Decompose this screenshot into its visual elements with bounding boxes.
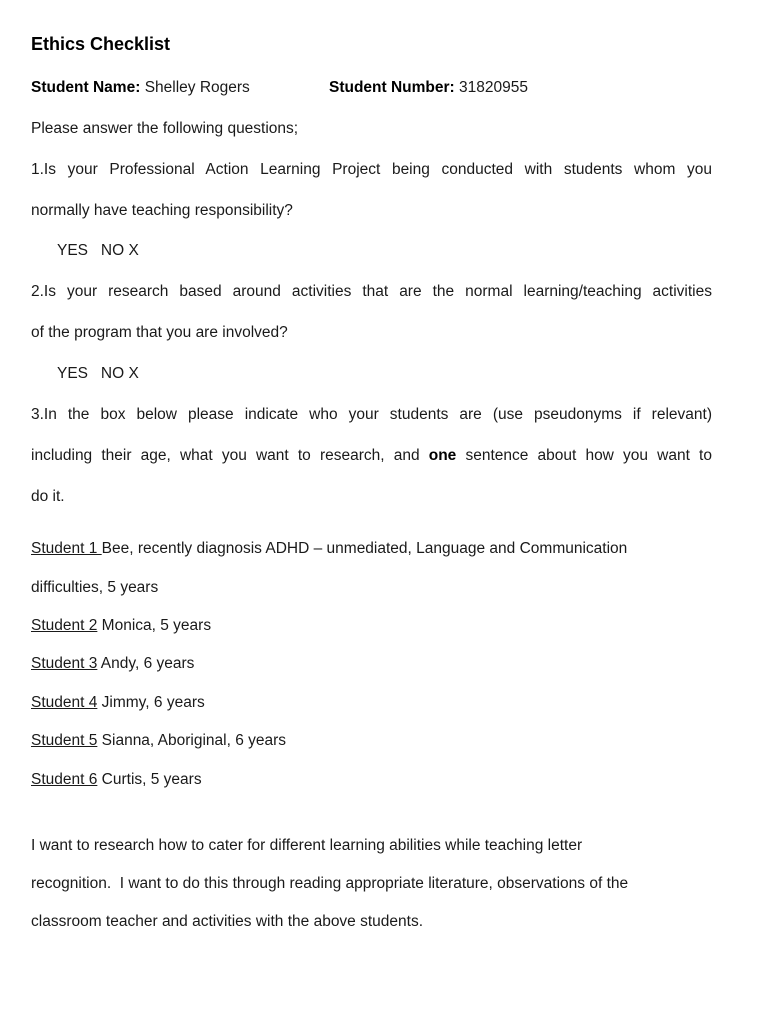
- student-4-desc: Jimmy, 6 years: [97, 694, 205, 711]
- student-2-desc: Monica, 5 years: [97, 617, 212, 634]
- student-5-line: [31, 732, 286, 750]
- question-2-line-2: of the program that you are involved?: [31, 324, 288, 341]
- student-1-label: Student 1: [31, 540, 102, 557]
- question-2-answer: YES NO X: [57, 365, 139, 382]
- student-4-line: [31, 694, 205, 712]
- student-5-label: Student 5: [31, 732, 98, 749]
- student-1-line: [31, 540, 627, 558]
- question-1-answer: YES NO X: [57, 242, 139, 259]
- intro-text: Please answer the following questions;: [31, 120, 299, 137]
- student-number-line: [329, 79, 528, 97]
- question-1-line-1: 1.Is your Professional Action Learning Project being conducted with students whom you: [31, 161, 712, 178]
- student-number-label: Student Number:: [329, 79, 455, 96]
- student-3-label: Student 3: [31, 655, 98, 672]
- student-4-label: Student 4: [31, 694, 98, 711]
- research-line-1: I want to research how to cater for different learning abilities while teaching letter: [31, 837, 583, 854]
- student-1-desc-cont: difficulties, 5 years: [31, 579, 159, 596]
- student-number-value: 31820955: [459, 79, 528, 96]
- research-line-3: classroom teacher and activities with the above students.: [31, 913, 424, 930]
- question-1-line-2: normally have teaching responsibility?: [31, 202, 293, 219]
- student-info-line: [31, 79, 250, 97]
- question-3-line-3: do it.: [31, 488, 65, 505]
- research-line-2: recognition. I want to do this through reading appropriate literature, observations of the: [31, 875, 629, 892]
- question-3-line-2-a: including their age, what you want to research, and: [31, 447, 429, 464]
- student-3-line: [31, 655, 194, 673]
- question-3-line-2-b: sentence about how you want to: [456, 447, 712, 464]
- student-name-value: Shelley Rogers: [144, 79, 250, 96]
- question-3-emphasis: one: [428, 447, 457, 464]
- student-2-label: Student 2: [31, 617, 98, 634]
- document-title: Ethics Checklist: [31, 34, 171, 54]
- student-2-line: [31, 617, 211, 635]
- student-6-line: [31, 771, 202, 789]
- student-name-label: Student Name:: [31, 79, 141, 96]
- question-3-line-2: [31, 447, 712, 465]
- student-1-desc: Bee, recently diagnosis ADHD – unmediated, Language and Communication: [101, 540, 628, 557]
- student-3-desc: Andy, 6 years: [97, 655, 195, 672]
- student-6-desc: Curtis, 5 years: [97, 771, 202, 788]
- question-3-line-1: 3.In the box below please indicate who your students are (use pseudonyms if relevant): [31, 406, 712, 423]
- student-6-label: Student 6: [31, 771, 98, 788]
- question-2-line-1: 2.Is your research based around activities that are the normal learning/teaching activities: [31, 283, 712, 300]
- student-5-desc: Sianna, Aboriginal, 6 years: [97, 732, 287, 749]
